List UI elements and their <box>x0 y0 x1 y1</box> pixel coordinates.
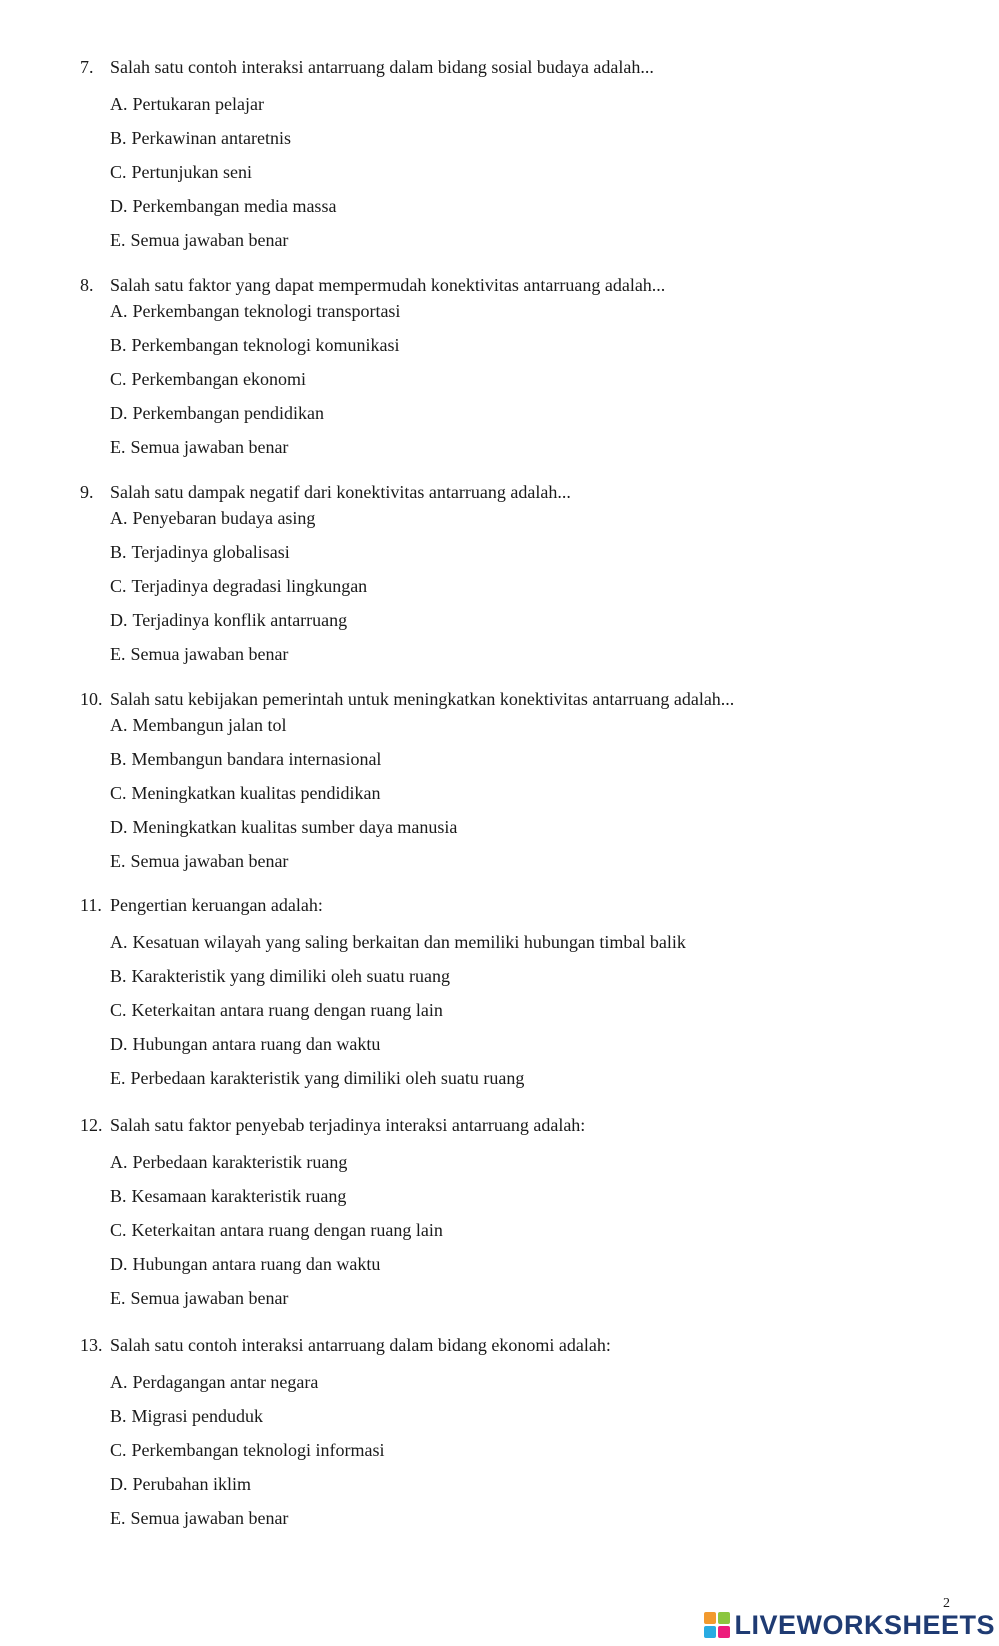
question-text: Salah satu faktor penyebab terjadinya interaksi antarruang adalah: <box>110 1115 586 1135</box>
option-text: Hubungan antara ruang dan waktu <box>132 1034 381 1054</box>
option-text: Hubungan antara ruang dan waktu <box>132 1254 381 1274</box>
question-number: 11. <box>80 895 102 915</box>
option-letter: B. <box>110 749 127 769</box>
question-text: Salah satu contoh interaksi antarruang dalam bidang ekonomi adalah: <box>110 1335 611 1355</box>
question-12 <box>80 1114 960 1308</box>
option-text: Pertunjukan seni <box>131 162 252 182</box>
option-a[interactable] <box>110 507 315 529</box>
question-number: 7. <box>80 57 94 77</box>
option-e[interactable] <box>110 643 288 665</box>
option-letter: A. <box>110 301 128 321</box>
option-text: Semua jawaban benar <box>130 1508 289 1528</box>
question-stem <box>80 274 960 296</box>
option-letter: C. <box>110 369 127 389</box>
option-text: Perdagangan antar negara <box>132 1372 319 1392</box>
option-b[interactable] <box>110 1405 263 1427</box>
question-9 <box>80 481 960 664</box>
logo-square-icon <box>718 1612 730 1624</box>
question-stem <box>80 1114 960 1136</box>
option-letter: E. <box>110 437 126 457</box>
option-letter: D. <box>110 403 128 423</box>
option-a[interactable] <box>110 300 400 322</box>
liveworksheets-brand[interactable] <box>704 1608 995 1642</box>
question-8 <box>80 274 960 457</box>
option-d[interactable] <box>110 1253 380 1275</box>
question-7 <box>80 56 960 250</box>
option-text: Perubahan iklim <box>132 1474 251 1494</box>
option-letter: C. <box>110 783 127 803</box>
option-text: Semua jawaban benar <box>130 230 289 250</box>
option-d[interactable] <box>110 402 324 424</box>
option-c[interactable] <box>110 1219 443 1241</box>
option-e[interactable] <box>110 850 288 872</box>
option-letter: C. <box>110 576 127 596</box>
option-text: Karakteristik yang dimiliki oleh suatu ruang <box>131 966 450 986</box>
option-text: Membangun jalan tol <box>132 715 287 735</box>
option-a[interactable] <box>110 93 264 115</box>
option-text: Kesamaan karakteristik ruang <box>131 1186 347 1206</box>
page-number: 2 <box>943 1596 950 1611</box>
option-letter: E. <box>110 1288 126 1308</box>
option-text: Perbedaan karakteristik ruang <box>132 1152 348 1172</box>
option-text: Semua jawaban benar <box>130 437 289 457</box>
option-text: Meningkatkan kualitas pendidikan <box>131 783 381 803</box>
question-number: 10. <box>80 689 103 709</box>
question-number: 12. <box>80 1115 103 1135</box>
option-letter: C. <box>110 162 127 182</box>
option-text: Semua jawaban benar <box>130 1288 289 1308</box>
logo-square-icon <box>718 1626 730 1638</box>
option-c[interactable] <box>110 782 380 804</box>
option-letter: D. <box>110 1034 128 1054</box>
option-letter: C. <box>110 1220 127 1240</box>
option-letter: B. <box>110 1406 127 1426</box>
option-text: Perkembangan pendidikan <box>132 403 324 423</box>
question-text: Salah satu contoh interaksi antarruang dalam bidang sosial budaya adalah... <box>110 57 654 77</box>
option-letter: D. <box>110 1474 128 1494</box>
option-letter: E. <box>110 851 126 871</box>
option-b[interactable] <box>110 541 290 563</box>
option-letter: E. <box>110 1508 126 1528</box>
option-d[interactable] <box>110 1033 380 1055</box>
logo-square-icon <box>704 1612 716 1624</box>
option-letter: A. <box>110 1372 128 1392</box>
option-text: Kesatuan wilayah yang saling berkaitan dan memiliki hubungan timbal balik <box>132 932 686 952</box>
option-text: Penyebaran budaya asing <box>132 508 316 528</box>
question-number: 13. <box>80 1335 103 1355</box>
option-text: Pertukaran pelajar <box>132 94 264 114</box>
option-c[interactable] <box>110 999 443 1021</box>
option-text: Migrasi penduduk <box>131 1406 263 1426</box>
option-b[interactable] <box>110 1185 346 1207</box>
option-a[interactable] <box>110 931 686 953</box>
option-a[interactable] <box>110 1151 347 1173</box>
option-e[interactable] <box>110 436 288 458</box>
option-b[interactable] <box>110 334 399 356</box>
option-text: Meningkatkan kualitas sumber daya manusia <box>132 817 458 837</box>
option-text: Membangun bandara internasional <box>131 749 382 769</box>
option-b[interactable] <box>110 965 450 987</box>
option-letter: D. <box>110 610 128 630</box>
question-stem <box>80 894 960 916</box>
option-letter: B. <box>110 1186 127 1206</box>
brand-name: LIVEWORKSHEETS <box>734 1610 995 1640</box>
option-letter: E. <box>110 1068 126 1088</box>
option-text: Perkembangan teknologi transportasi <box>132 301 401 321</box>
logo-square-icon <box>704 1626 716 1638</box>
question-text: Salah satu kebijakan pemerintah untuk meningkatkan konektivitas antarruang adalah... <box>110 689 735 709</box>
option-c[interactable] <box>110 161 252 183</box>
option-d[interactable] <box>110 1473 251 1495</box>
option-letter: D. <box>110 1254 128 1274</box>
option-letter: A. <box>110 715 128 735</box>
option-d[interactable] <box>110 609 347 631</box>
option-text: Perkembangan teknologi informasi <box>131 1440 385 1460</box>
option-letter: C. <box>110 1000 127 1020</box>
option-letter: E. <box>110 230 126 250</box>
option-e[interactable] <box>110 1067 524 1089</box>
question-number: 9. <box>80 482 94 502</box>
liveworksheets-logo-icon <box>704 1612 730 1638</box>
option-text: Keterkaitan antara ruang dengan ruang lain <box>131 1000 443 1020</box>
option-d[interactable] <box>110 816 457 838</box>
option-a[interactable] <box>110 1371 318 1393</box>
question-stem <box>80 56 960 78</box>
option-a[interactable] <box>110 714 286 736</box>
question-stem <box>80 481 960 503</box>
question-text: Salah satu dampak negatif dari konektivitas antarruang adalah... <box>110 482 571 502</box>
option-text: Terjadinya degradasi lingkungan <box>131 576 368 596</box>
option-text: Perkembangan teknologi komunikasi <box>131 335 400 355</box>
option-letter: B. <box>110 335 127 355</box>
option-text: Semua jawaban benar <box>130 851 289 871</box>
option-c[interactable] <box>110 368 306 390</box>
question-number: 8. <box>80 275 94 295</box>
question-10 <box>80 688 960 871</box>
option-e[interactable] <box>110 229 288 251</box>
option-letter: B. <box>110 542 127 562</box>
option-letter: C. <box>110 1440 127 1460</box>
question-text: Salah satu faktor yang dapat mempermudah konektivitas antarruang adalah... <box>110 275 666 295</box>
option-text: Terjadinya konflik antarruang <box>132 610 348 630</box>
option-letter: E. <box>110 644 126 664</box>
option-text: Perkembangan media massa <box>132 196 337 216</box>
option-d[interactable] <box>110 195 336 217</box>
option-text: Perkembangan ekonomi <box>131 369 306 389</box>
option-c[interactable] <box>110 575 367 597</box>
option-letter: D. <box>110 817 128 837</box>
option-text: Perbedaan karakteristik yang dimiliki oleh suatu ruang <box>130 1068 525 1088</box>
option-e[interactable] <box>110 1287 288 1309</box>
option-text: Perkawinan antaretnis <box>131 128 291 148</box>
option-letter: A. <box>110 94 128 114</box>
option-c[interactable] <box>110 1439 384 1461</box>
option-b[interactable] <box>110 127 291 149</box>
question-11 <box>80 894 960 1088</box>
question-stem <box>80 688 960 710</box>
option-text: Keterkaitan antara ruang dengan ruang lain <box>131 1220 443 1240</box>
question-13 <box>80 1334 960 1528</box>
option-letter: A. <box>110 932 128 952</box>
option-letter: B. <box>110 966 127 986</box>
option-letter: A. <box>110 1152 128 1172</box>
option-letter: A. <box>110 508 128 528</box>
question-stem <box>80 1334 960 1356</box>
question-text: Pengertian keruangan adalah: <box>110 895 323 915</box>
option-e[interactable] <box>110 1507 288 1529</box>
option-text: Semua jawaban benar <box>130 644 289 664</box>
option-text: Terjadinya globalisasi <box>131 542 290 562</box>
option-letter: D. <box>110 196 128 216</box>
option-b[interactable] <box>110 748 381 770</box>
option-letter: B. <box>110 128 127 148</box>
